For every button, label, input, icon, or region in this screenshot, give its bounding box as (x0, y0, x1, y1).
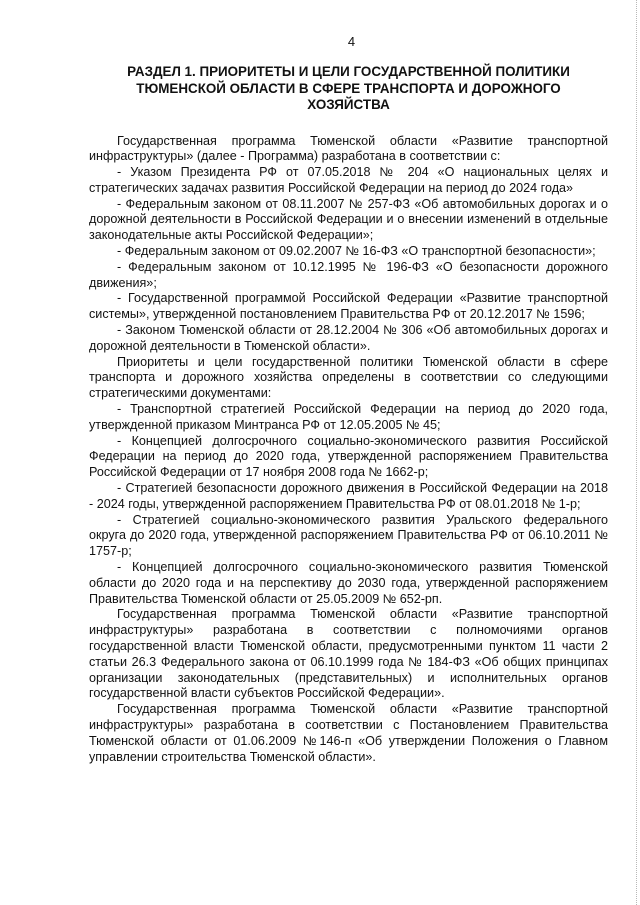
section-title (89, 64, 608, 114)
paragraph: Государственная программа Тюменской области «Развитие транспортной инфраструктуры» разработана в соответствии с Постановлением Правительства Тюменской области от 01.06.2009 №146-п «Об утверждении Положения о Главном управлении строительства Тюменской области». (89, 702, 608, 764)
list-item: - Федеральным законом от 09.02.2007 № 16-ФЗ «О транспортной безопасности»; (117, 244, 596, 259)
section-title-line: ТЮМЕНСКОЙ ОБЛАСТИ В СФЕРЕ ТРАНСПОРТА И ДОРОЖНОГО (136, 80, 561, 96)
body-text (89, 134, 608, 766)
list-item: - Стратегией социально-экономического развития Уральского федерального округа до 2020 года, утвержденной распоряжением Правительства РФ от 06.10.2011 № 1757-р; (89, 512, 608, 559)
list-item: - Государственной программой Российской Федерации «Развитие транспортной системы», утвержденной постановлением Правительства РФ от 20.12.2017 № 1596; (89, 291, 608, 322)
section-title-line: ХОЗЯЙСТВА (307, 97, 390, 112)
list-item: - Концепцией долгосрочного социально-экономического развития Российской Федерации на период до 2020 года, утвержденной распоряжением Правительства Российской Федерации от 17 ноября 2008 года № 1662-р; (89, 433, 608, 480)
paragraph: Государственная программа Тюменской области «Развитие транспортной инфраструктуры» разработана в соответствии с полномочиями органов государственной власти Тюменской области, предусмотренными пунктом 11 части 2 статьи 26.3 Федерального закона от 06.10.1999 года № 184-ФЗ «Об общих принципах организации законодательных (представительных) и исполнительных органов государственной власти субъектов Российской Федерации». (89, 607, 608, 701)
list-item: - Федеральным законом от 10.12.1995 № 196-ФЗ «О безопасности дорожного движения»; (89, 259, 608, 290)
scan-edge-line (636, 0, 637, 905)
list-item: - Указом Президента РФ от 07.05.2018 № 204 «О национальных целях и стратегических задачах развития Российской Федерации на период до 2024 года» (89, 165, 608, 195)
paragraph: Приоритеты и цели государственной политики Тюменской области в сфере транспорта и дорожного хозяйства определены в соответствии со следующими стратегическими документами: (89, 354, 608, 401)
list-item: - Стратегией безопасности дорожного движения в Российской Федерации на 2018 - 2024 годы, утвержденной распоряжением Правительства РФ от 08.01.2018 № 1-р; (89, 481, 608, 511)
page-number: 4 (347, 34, 356, 49)
list-item: - Концепцией долгосрочного социально-экономического развития Тюменской области до 2020 года и на перспективу до 2030 года, утвержденной распоряжением Правительства Тюменской области от 25.05.2009 № 652-рп. (89, 560, 608, 606)
section-title-line: РАЗДЕЛ 1. ПРИОРИТЕТЫ И ЦЕЛИ ГОСУДАРСТВЕННОЙ ПОЛИТИКИ (127, 64, 570, 79)
list-item: - Транспортной стратегией Российской Федерации на период до 2020 года, утвержденной приказом Минтранса РФ от 12.05.2005 № 45; (89, 402, 608, 432)
list-item: - Законом Тюменской области от 28.12.2004 № 306 «Об автомобильных дорогах и дорожной деятельности в Тюменской области». (89, 323, 608, 353)
list-item: - Федеральным законом от 08.11.2007 № 257-ФЗ «Об автомобильных дорогах и о дорожной деятельности в Российской Федерации и о внесении изменений в отдельные законодательные акты Российской Федерации»; (89, 196, 608, 243)
paragraph: Государственная программа Тюменской области «Развитие транспортной инфраструктуры» (далее - Программа) разработана в соответствии с: (89, 133, 608, 164)
